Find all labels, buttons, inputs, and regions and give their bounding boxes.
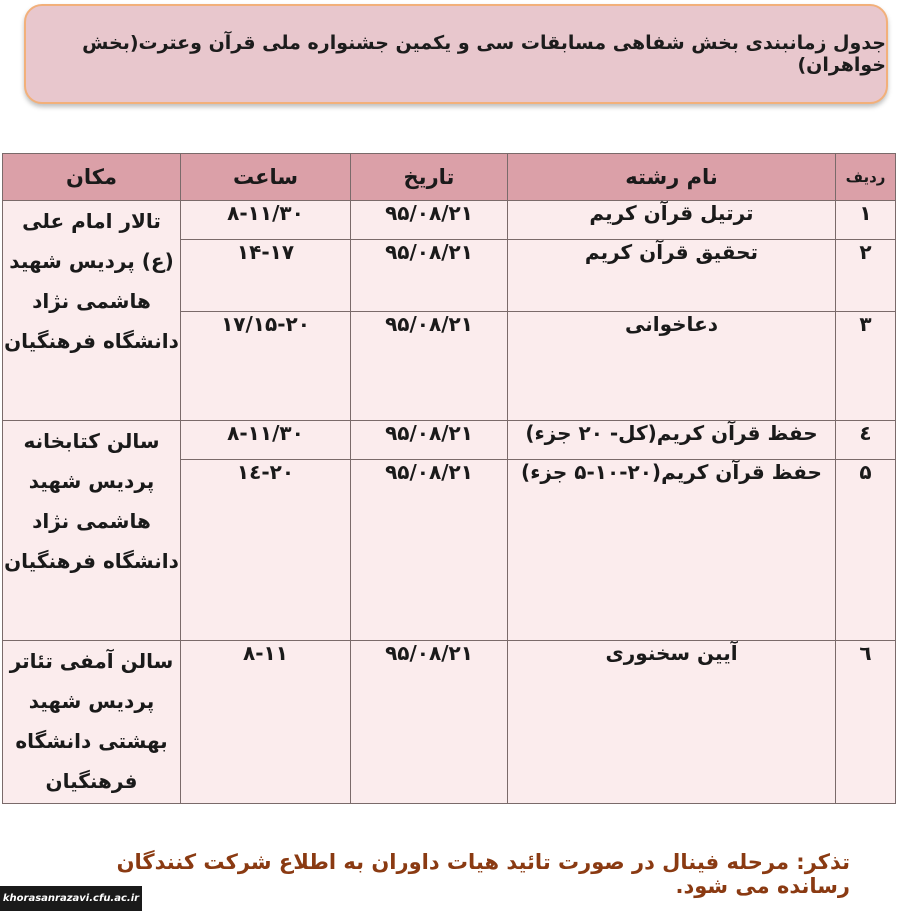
row-subject: ترتیل قرآن کریم: [508, 201, 836, 240]
row-time: ۱٤-۲۰: [181, 460, 351, 641]
row-subject: حفظ قرآن کریم(کل- ۲۰ جزء): [508, 421, 836, 460]
header-index: ردیف: [836, 154, 896, 201]
row-date: ۹۵/۰۸/۲۱: [351, 641, 508, 804]
row-subject: دعاخوانی: [508, 312, 836, 421]
row-index: ۳: [836, 312, 896, 421]
row-place: سالن آمفی تئاتر پردیس شهید بهشتی دانشگاه فرهنگیان: [3, 641, 181, 804]
row-place: سالن کتابخانه پردیس شهید هاشمی نژاد دانشگاه فرهنگیان: [3, 421, 181, 641]
row-time: ۱۴-۱۷: [181, 240, 351, 312]
table-row: [3, 421, 896, 460]
row-index: ٦: [836, 641, 896, 804]
row-date: ۹۵/۰۸/۲۱: [351, 312, 508, 421]
row-place: تالار امام علی (ع) پردیس شهید هاشمی نژاد دانشگاه فرهنگیان: [3, 201, 181, 421]
table-row: [3, 641, 896, 804]
row-subject: آیین سخنوری: [508, 641, 836, 804]
header-date: تاریخ: [351, 154, 508, 201]
row-time: ۸-۱۱: [181, 641, 351, 804]
row-index: ۱: [836, 201, 896, 240]
title-banner: [24, 4, 888, 104]
row-subject: تحقیق قرآن کریم: [508, 240, 836, 312]
footer-note-text: مرحله فینال در صورت تائید هیات داوران به اطلاع شرکت کنندگان رسانده می شود.: [116, 850, 850, 898]
row-date: ۹۵/۰۸/۲۱: [351, 240, 508, 312]
row-date: ۹۵/۰۸/۲۱: [351, 460, 508, 641]
header-time: ساعت: [181, 154, 351, 201]
row-time: ۸-۱۱/۳۰: [181, 421, 351, 460]
footer-note: [50, 850, 850, 898]
row-subject: حفظ قرآن کریم(۲۰-۱۰-۵ جزء): [508, 460, 836, 641]
schedule-table: [2, 153, 896, 804]
site-watermark: khorasanrazavi.cfu.ac.ir: [0, 886, 142, 911]
row-time: ۸-۱۱/۳۰: [181, 201, 351, 240]
footer-note-label: تذکر:: [796, 850, 850, 874]
row-date: ۹۵/۰۸/۲۱: [351, 421, 508, 460]
row-date: ۹۵/۰۸/۲۱: [351, 201, 508, 240]
row-index: ٤: [836, 421, 896, 460]
header-subject: نام رشته: [508, 154, 836, 201]
table-row: [3, 201, 896, 240]
header-place: مکان: [3, 154, 181, 201]
row-index: ۲: [836, 240, 896, 312]
row-index: ۵: [836, 460, 896, 641]
page-title: جدول زمانبندی بخش شفاهی مسابقات سی و یکمین جشنواره ملی قرآن وعترت(بخش خواهران): [82, 32, 886, 76]
table-header-row: [3, 154, 896, 201]
row-time: ۱۷/۱۵-۲۰: [181, 312, 351, 421]
